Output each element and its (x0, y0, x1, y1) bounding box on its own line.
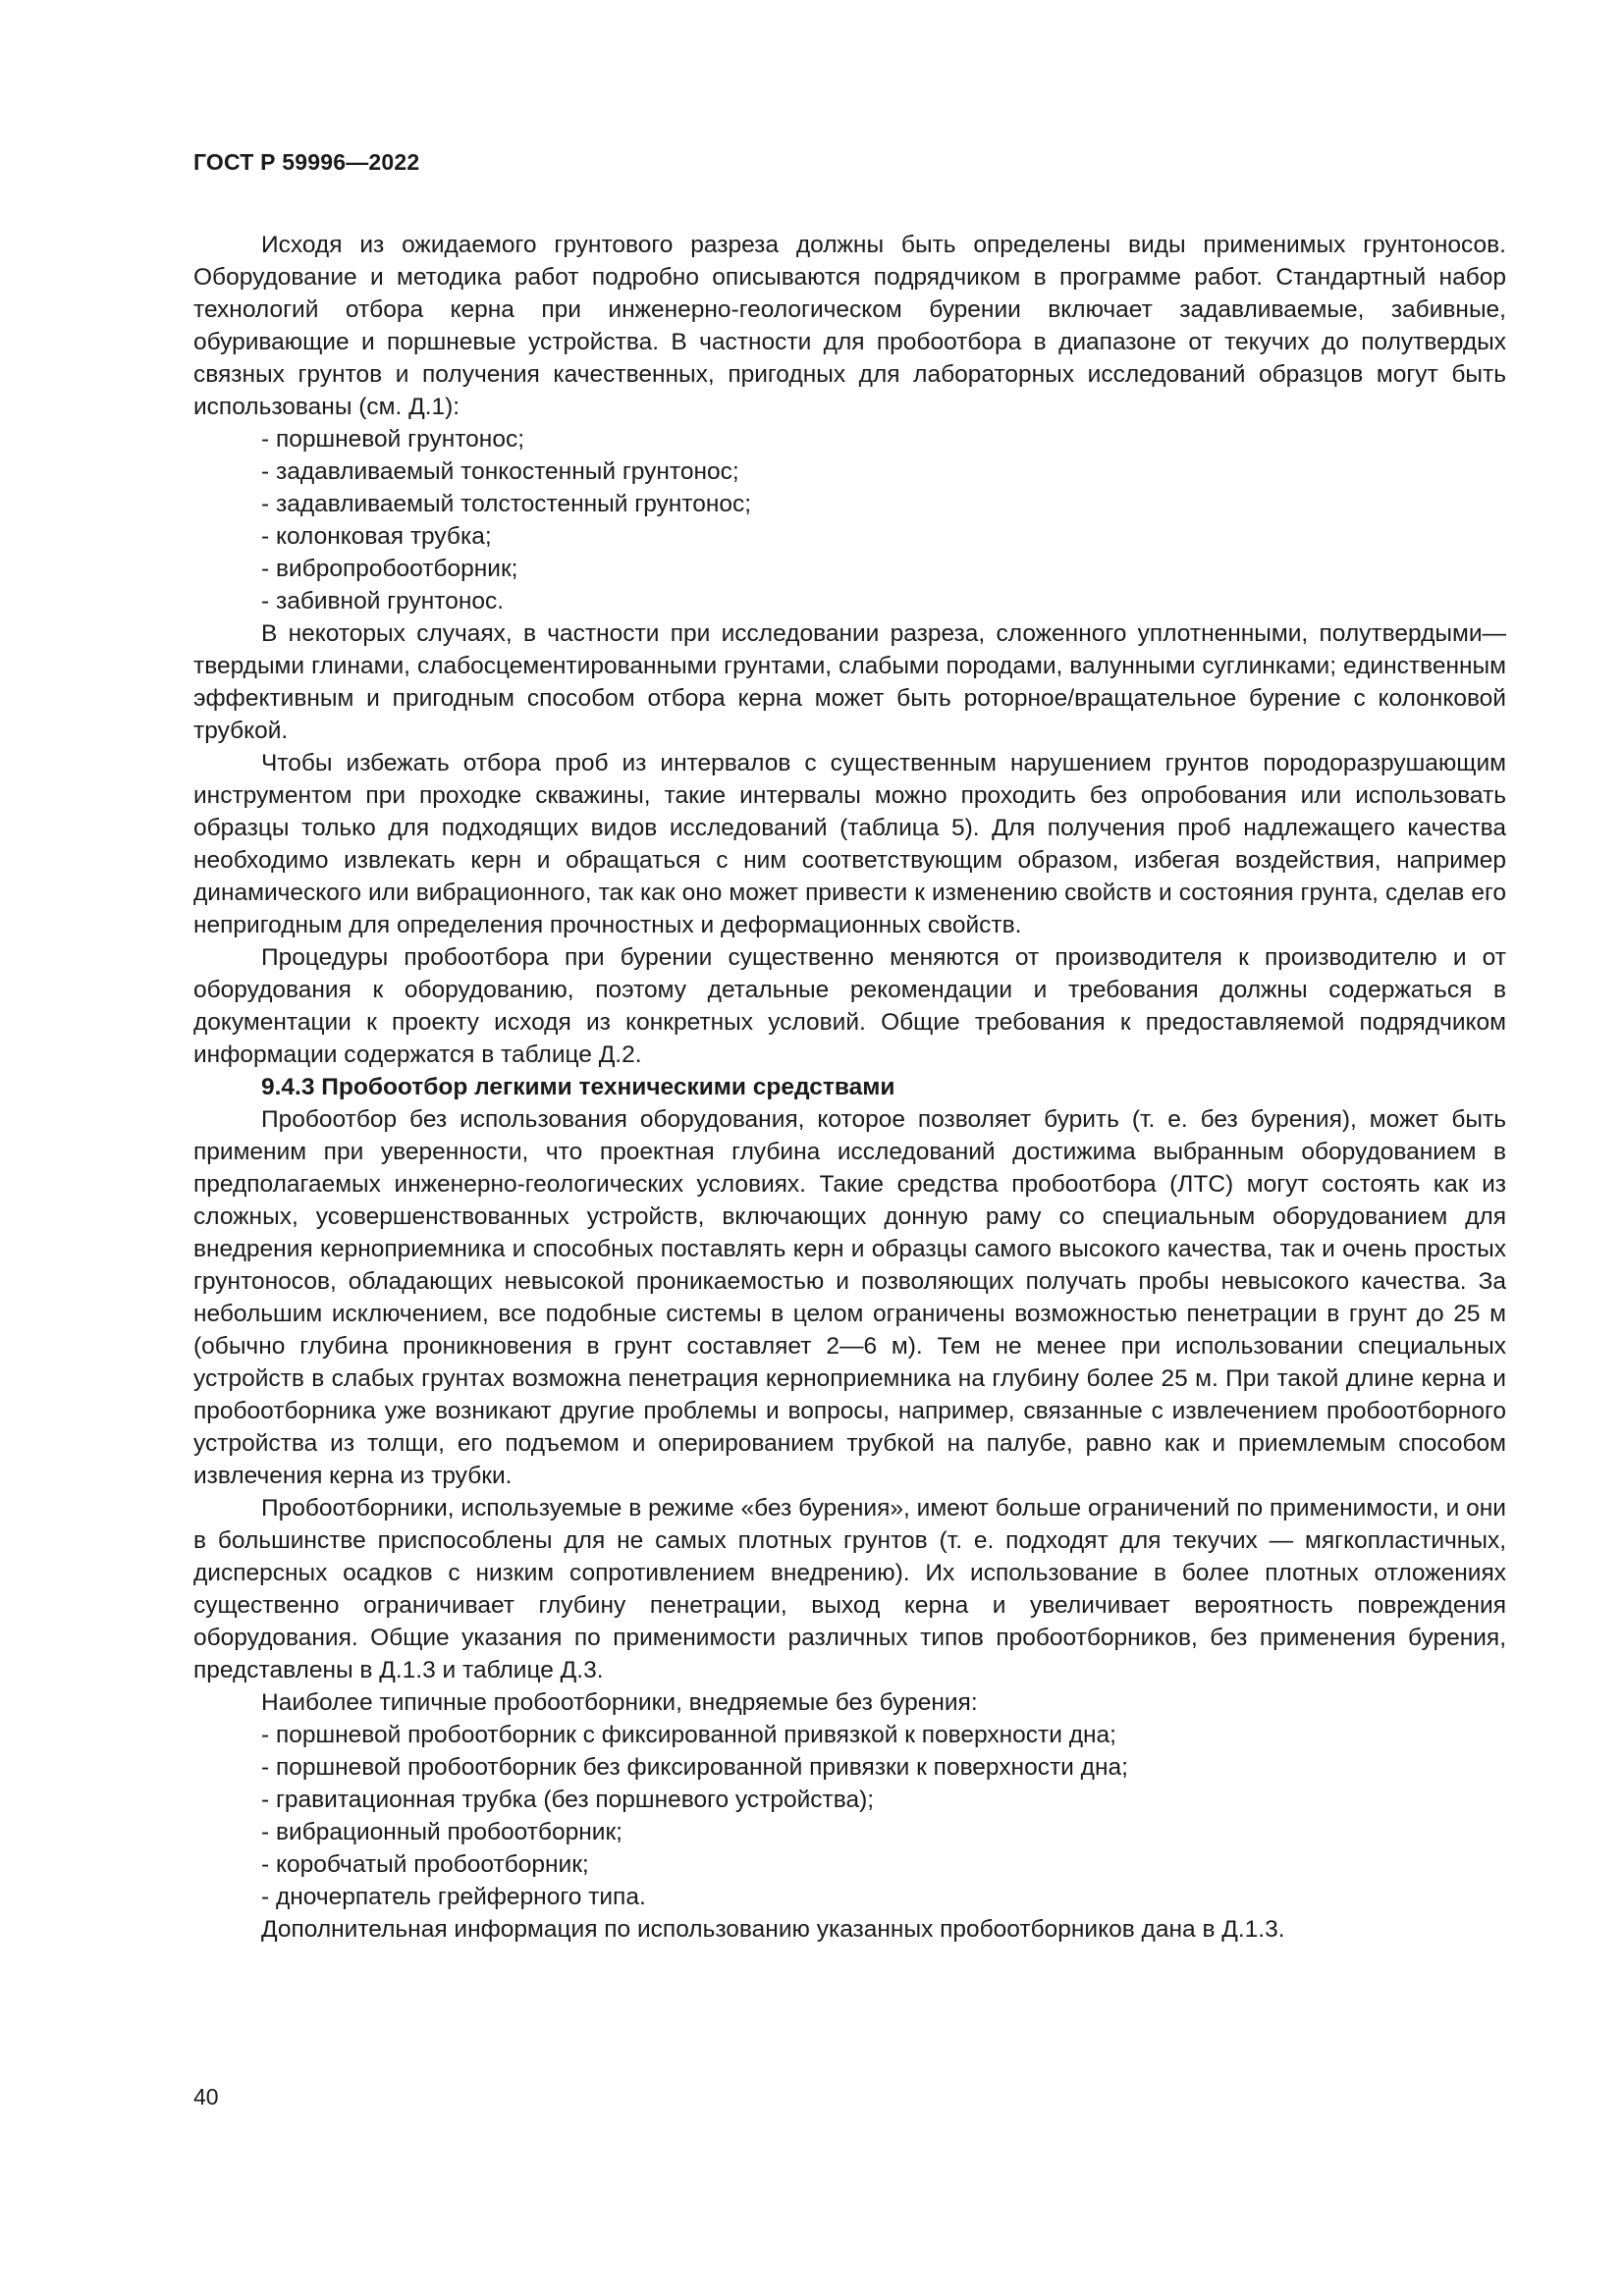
paragraph-additional-info: Дополнительная информация по использованию указанных пробоотборников дана в Д.1.3. (261, 1916, 1285, 1943)
list-item: - гравитационная трубка (без поршневого устройства); (261, 1784, 1506, 1816)
list-item: - забивной грунтонос. (261, 585, 1506, 617)
list-item: - вибрационный пробоотборник; (261, 1816, 1506, 1848)
list-item: - коробчатый пробоотборник; (261, 1848, 1506, 1881)
list-item: - вибропробоотборник; (261, 553, 1506, 585)
paragraph-sample-quality: Чтобы избежать отбора проб из интервалов с существенным нарушением грунтов породоразрушающим инструментом при проходке скважины, такие интервалы можно проходить без опробования или использовать образцы только для подходящих видов исследований (таблица 5). Для получения проб надлежащего качества необходимо извлекать керн и обращаться с ним соответствующим образом, избегая воздействия, например динамического или вибрационного, так как оно может привести к изменению свойств и состояния грунта, сделав его непригодным для определения прочностных и деформационных свойств. (193, 750, 1506, 938)
paragraph-typical-samplers: Наиболее типичные пробоотборники, внедряемые без бурения: (261, 1689, 978, 1716)
sampler-list-no-drilling (193, 1719, 1506, 1913)
corer-list-drilling (193, 423, 1506, 617)
list-item: - поршневой пробоотборник без фиксированной привязки к поверхности дна; (261, 1751, 1506, 1784)
list-item: - задавливаемый толстостенный грунтонос; (261, 488, 1506, 520)
list-item: - поршневой пробоотборник с фиксированной привязкой к поверхности дна; (261, 1719, 1506, 1751)
list-item: - дночерпатель грейферного типа. (261, 1881, 1506, 1913)
paragraph-limitations: Пробоотборники, используемые в режиме «без бурения», имеют больше ограничений по применимости, и они в большинстве приспособлены для не самых плотных грунтов (т. е. подходят для текучих — мягкопластичных, дисперсных осадков с низким сопротивлением внедрению). Их использование в более плотных отложениях существенно ограничивает глубину пенетрации, выход керна и увеличивает вероятность повреждения оборудования. Общие указания по применимости различных типов пробоотборников, без применения бурения, представлены в Д.1.3 и таблице Д.3. (193, 1495, 1506, 1683)
list-item: - задавливаемый тонкостенный грунтонос; (261, 455, 1506, 488)
document-body (193, 229, 1506, 1946)
list-item: - поршневой грунтонос; (261, 423, 1506, 455)
paragraph-light-sampling: Пробоотбор без использования оборудования, которое позволяет бурить (т. е. без бурения), может быть применим при уверенности, что проектная глубина исследований достижима выбранным оборудованием в предполагаемых инженерно-геологических условиях. Такие средства пробоотбора (ЛТС) могут состоять как из сложных, усовершенствованных устройств, включающих донную раму со специальным оборудованием для внедрения керноприемника и способных поставлять керн и образцы самого высокого качества, так и очень простых грунтоносов, обладающих невысокой проникаемостью и позволяющих получать пробы невысокого качества. За небольшим исключением, все подобные системы в целом ограничены возможностью пенетрации в грунт до 25 м (обычно глубина проникновения в грунт составляет 2—6 м). Тем не менее при использовании специальных устройств в слабых грунтах возможна пенетрация керноприемника на глубину более 25 м. При такой длине керна и пробоотборника уже возникают другие проблемы и вопросы, например, связанные с извлечением пробоотборного устройства из толщи, его подъемом и оперированием трубкой на палубе, равно как и приемлемым способом извлечения керна из трубки. (193, 1106, 1506, 1489)
section-heading: 9.4.3 Пробоотбор легкими техническими средствами (261, 1074, 895, 1100)
paragraph-procedures: Процедуры пробоотбора при бурении существенно меняются от производителя к производителю и от оборудования к оборудованию, поэтому детальные рекомендации и требования должны содержаться в документации к проекту исходя из конкретных условий. Общие требования к предоставляемой подрядчиком информации содержатся в таблице Д.2. (193, 944, 1506, 1068)
list-item: - колонковая трубка; (261, 520, 1506, 553)
document-header: ГОСТ Р 59996—2022 (193, 149, 420, 175)
paragraph-intro: Исходя из ожидаемого грунтового разреза должны быть определены виды применимых грунтоносов. Оборудование и методика работ подробно описываются подрядчиком в программе работ. Стандартный набор технологий отбора керна при инженерно-геологическом бурении включает задавливаемые, забивные, обуривающие и поршневые устройства. В частности для пробоотбора в диапазоне от текучих до полутвердых связных грунтов и получения качественных, пригодных для лабораторных исследований образцов могут быть использованы (см. Д.1): (193, 232, 1506, 420)
page-number: 40 (193, 2084, 219, 2109)
paragraph-rotary-drilling: В некоторых случаях, в частности при исследовании разреза, сложенного уплотненными, полутвердыми—твердыми глинами, слабосцементированными грунтами, слабыми породами, валунными суглинками; единственным эффективным и пригодным способом отбора керна может быть роторное/вращательное бурение с колонковой трубкой. (193, 620, 1506, 744)
